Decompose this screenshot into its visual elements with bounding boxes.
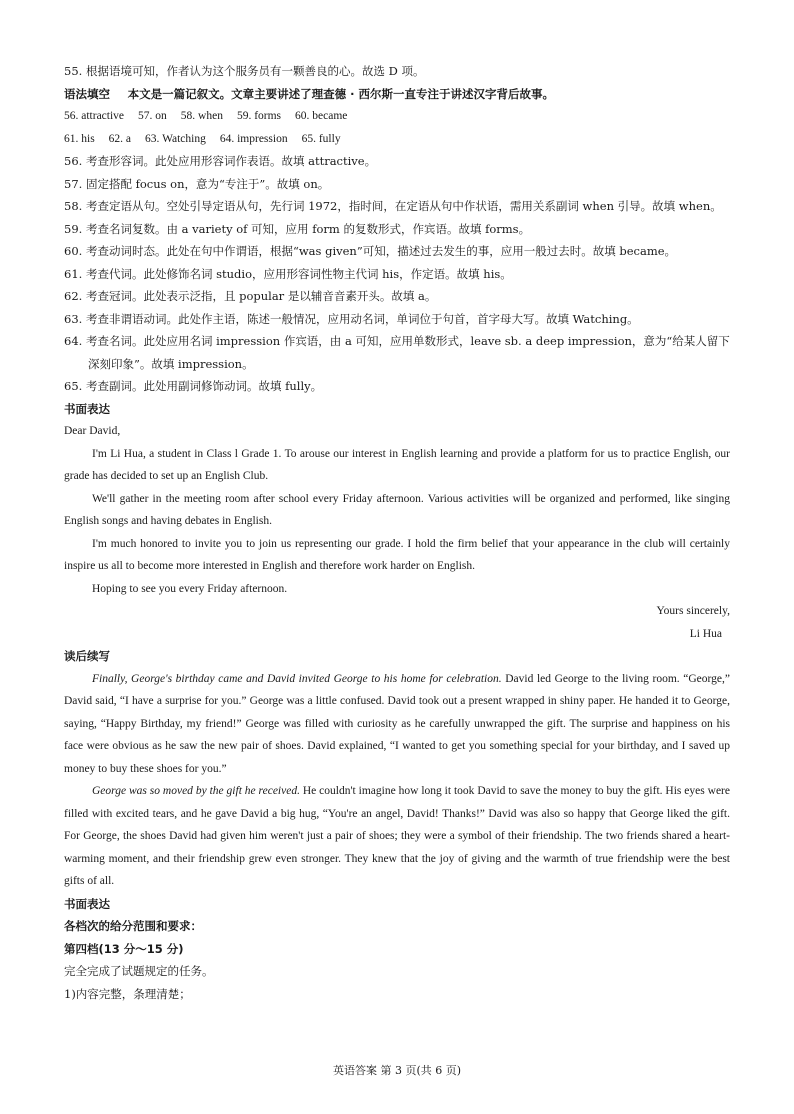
explanation-57: 57. 固定搭配 focus on，意为“专注于”。故填 on。: [64, 176, 330, 191]
letter-paragraph: I'm Li Hua, a student in Class l Grade 1. To arouse our interest in English learning and provide a platform for us to practice English, our grade has decided to set up an English Club.: [64, 447, 730, 482]
answer-key-item: 56. attractive: [64, 110, 125, 122]
continuation-paragraph-1: [64, 668, 730, 781]
page-footer: 英语答案 第 3 页(共 6 页): [332, 1064, 462, 1077]
explanation-56: 56. 考查形容词。此处应用形容词作表语。故填 attractive。: [64, 154, 377, 168]
answer-key-item: 57. on: [138, 110, 167, 122]
answer-key-item: 65. fully: [301, 132, 341, 145]
letter-paragraph: Hoping to see you every Friday afternoon.: [92, 582, 288, 595]
answer-key-item: 62. a: [108, 132, 132, 145]
letter-signature: Li Hua: [689, 627, 722, 640]
scoring-tier: 第四档(13 分～15 分): [64, 941, 184, 956]
explanation-61: 61. 考查代词。此处修饰名词 studio，应用形容词性物主代词 his，作定语。故填 his。: [64, 266, 512, 281]
explanation-60: 60. 考查动词时态。此处在句中作谓语，根据“was given”可知，描述过去发生的事，应用一般过去时。故填 became。: [64, 244, 677, 258]
grammar-heading: 语法填空: [64, 86, 110, 101]
grammar-summary: 本文是一篇记叙文。文章主要讲述了理查德 · 西尔斯一直专注于讲述汉字背后故事。: [127, 86, 555, 101]
letter-closing: Yours sincerely,: [656, 605, 730, 617]
answer-key-row-1: [64, 105, 730, 128]
answer-page: [64, 60, 730, 1005]
answer-key-row-2: [64, 128, 730, 151]
continuation-body-1: David led George to the living room. “George,” David said, “I have a surprise for you.” George was a little confused. David took out a present wrapped in shiny paper. He handed it to George, saying, “Happy Birthday, my friend!” George was filled with curiosity as he carefully unwrapped the gift. The surprise and happiness on his face were obvious as he saw the new pair of shoes. David explained, “I wanted to get you something special for your birthday, and I saved up money to buy these shoes for you.”: [64, 672, 730, 775]
letter-paragraph: We'll gather in the meeting room after school every Friday afternoon. Various activities will be organized and performed, like singing English songs and having debates in English.: [64, 492, 730, 527]
explanation-64: 64. 考查名词。此处应用名词 impression 作宾语，由 a 可知，应用单数形式，leave sb. a deep impression，意为“给某人留下深刻印象”。故填 impression。: [64, 334, 730, 371]
scoring-subheading: 各档次的给分范围和要求：: [64, 919, 202, 933]
explanation-58: 58. 考查定语从句。空处引导定语从句，先行词 1972，指时间，在定语从句中作状语，需用关系副词 when 引导。故填 when。: [64, 199, 722, 213]
scoring-tier-description: 完全完成了试题规定的任务。: [64, 964, 214, 978]
answer-key-item: 59. forms: [236, 110, 282, 122]
answer-55: 55. 根据语境可知，作者认为这个服务员有一颗善良的心。故选 D 项。: [64, 64, 425, 78]
answer-key-item: 63. Watching: [145, 132, 206, 145]
writing-heading: 书面表达: [64, 401, 110, 416]
answer-key-item: 61. his: [64, 132, 95, 145]
letter-salutation: Dear David,: [64, 425, 121, 437]
scoring-heading: 书面表达: [64, 896, 110, 911]
letter-paragraph: I'm much honored to invite you to join us representing our grade. I hold the firm belief that your appearance in the club will certainly inspire us all to become more interested in English and therefore work harder on English.: [64, 537, 730, 572]
continuation-heading: 读后续写: [64, 649, 110, 663]
explanation-65: 65. 考查副词。此处用副词修饰动词。故填 fully。: [64, 379, 323, 393]
continuation-body-2: He couldn't imagine how long it took David to save the money to buy the gift. His eyes were filled with excited tears, and he gave David a big hug, “You're an angel, David! Thanks!” David was also so happy that George liked the gift. For George, the shoes David had given him weren't just a pair of shoes; they were a symbol of their friendship. The two friends shared a heart-warming moment, and their friendship grew even stronger. They knew that the joy of giving and the warmth of true friendship were the best gifts of all.: [64, 785, 730, 887]
continuation-lead-1: Finally, George's birthday came and David invited George to his home for celebration.: [92, 672, 502, 685]
continuation-paragraph-2: [64, 780, 730, 893]
explanation-62: 62. 考查冠词。此处表示泛指，且 popular 是以辅音音素开头。故填 a。: [64, 289, 437, 303]
grammar-section-header: [64, 83, 730, 106]
explanation-59: 59. 考查名词复数。由 a variety of 可知，应用 form 的复数形式，作宾语。故填 forms。: [64, 221, 531, 236]
answer-key-item: 60. became: [295, 110, 348, 122]
scoring-criterion: 1)内容完整，条理清楚；: [64, 986, 191, 1001]
explanation-63: 63. 考查非谓语动词。此处作主语，陈述一般情况，应用动名词，单词位于句首，首字母大写。故填 Watching。: [64, 311, 639, 326]
answer-key-item: 64. impression: [219, 132, 288, 145]
answer-key-item: 58. when: [180, 110, 223, 122]
continuation-lead-2: George was so moved by the gift he received.: [92, 785, 300, 797]
